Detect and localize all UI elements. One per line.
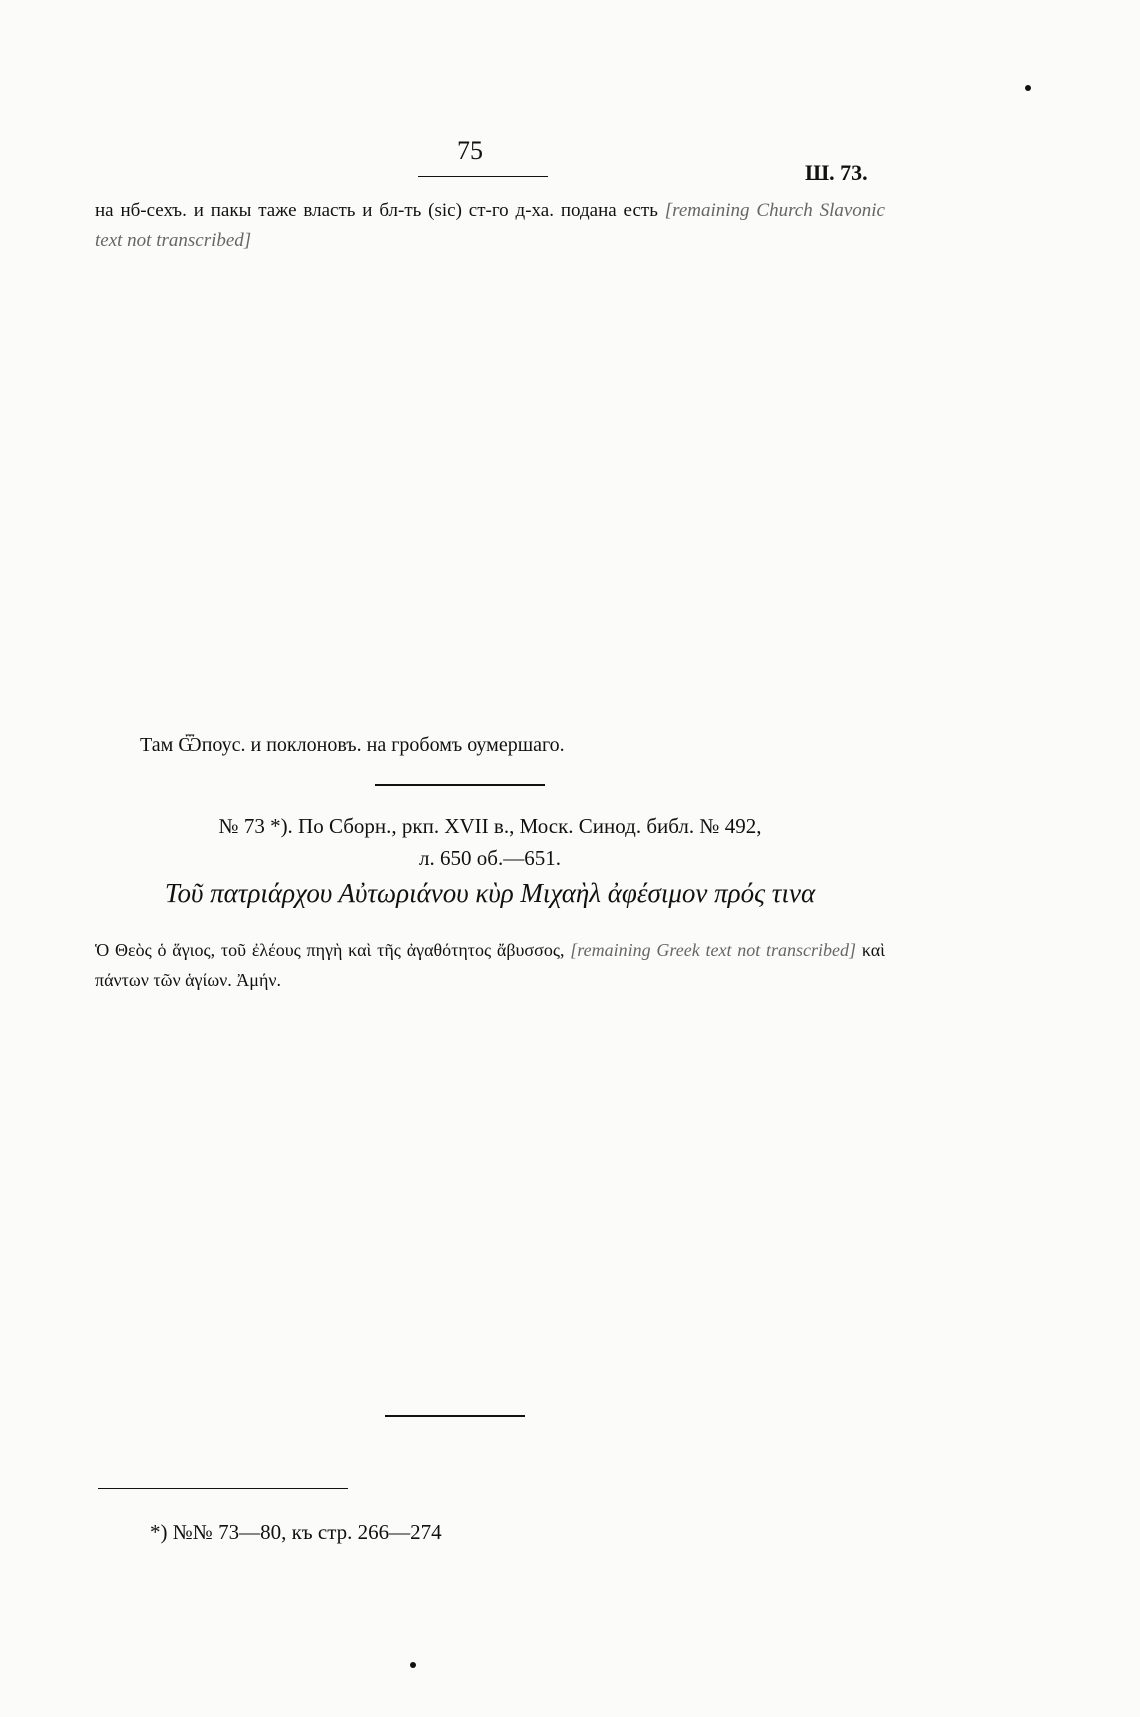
ink-speck [410,1662,416,1668]
footnote: *) №№ 73—80, къ стр. 266—274 [150,1520,442,1544]
greek-ending: καὶ πάντων τῶν ἁγίων. Ἀμήν. [95,940,886,990]
section-separator [375,784,545,786]
section-citation [0,810,980,874]
reference-mark: Ш. 73. [805,160,868,185]
slavonic-opening: на нб-сехъ. и пакы таже власть и бл-ть (sic) ст-го д-ха. подана есть [95,200,658,221]
end-separator [385,1415,525,1417]
greek-remainder: [remaining Greek text not transcribed] [570,940,857,960]
closing-line: Там Ѿпоус. и поклоновъ. на гробомъ оумершаго. [140,734,565,756]
page-number: 75 [457,136,483,165]
greek-text-block [95,935,885,995]
page-number-rule [418,176,548,177]
slavonic-text-block [95,196,885,256]
footnote-rule [98,1488,348,1489]
greek-opening: Ὁ Θεὸς ὁ ἅγιος, τοῦ ἐλέους πηγὴ καὶ τῆς ἀγαθότητος ἄβυσσος, [95,940,565,960]
ink-speck [1025,85,1031,91]
citation-line-2: л. 650 об.—651. [419,846,561,870]
greek-title: Τοῦ πατριάρχου Αὐτωριάνου κὺρ Μιχαὴλ ἀφέσιμον πρός τινα [164,878,816,908]
slavonic-remainder: [remaining Church Slavonic text not transcribed] [95,200,885,251]
citation-line-1: № 73 *). По Сборн., ркп. XVII в., Моск. Синод. библ. № 492, [218,814,762,838]
